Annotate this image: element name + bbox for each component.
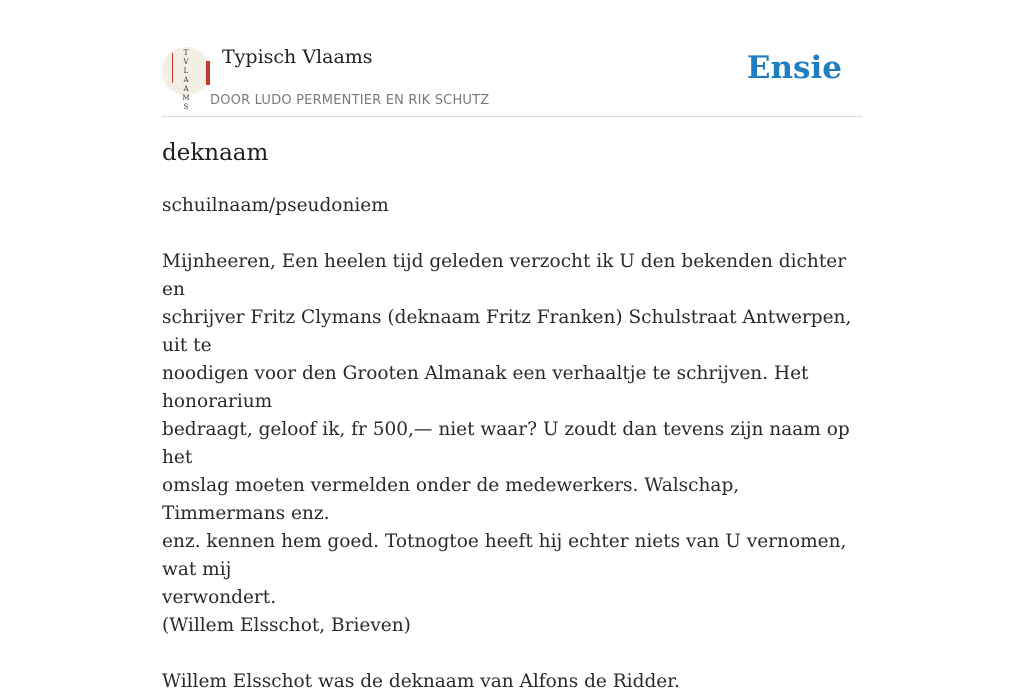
paragraph-gap: [162, 640, 862, 668]
entry-definition: schuilnaam/pseudoniem: [162, 195, 389, 216]
logo-rule: [172, 53, 173, 83]
logo-lettering: T V L A A M S: [182, 49, 190, 111]
site-title[interactable]: Typisch Vlaams: [222, 46, 373, 68]
entry-headword: deknaam: [162, 140, 269, 166]
entry-quote-source: (Willem Elsschot, Brieven): [162, 615, 411, 636]
byline: DOOR LUDO PERMENTIER EN RIK SCHUTZ: [210, 93, 490, 108]
ensie-brand-link[interactable]: Ensie: [746, 50, 842, 86]
entry-content: [162, 192, 862, 696]
entry-quote: Mijnheeren, Een heelen tijd geleden verzocht ik U den bekenden dichter en schrijver Fritz Clymans (deknaam Fritz Franken) Schulstraat Antwerpen, uit te noodigen voor den Grooten Almanak een verhaaltje te schrijven. Het honorarium bedraagt, geloof ik, fr 500,— niet waar? U zoudt dan tevens zijn naam op het omslag moeten vermelden onder de medewerkers. Walschap, Timmermans enz. enz. kennen hem goed. Totnogtoe heeft hij echter niets van U vernomen, wat mij verwondert.: [162, 251, 852, 608]
paragraph-gap: [162, 220, 862, 248]
site-header: [162, 0, 862, 117]
typisch-vlaams-logo[interactable]: [162, 47, 210, 111]
logo-accent: [206, 61, 210, 85]
entry-note: Willem Elsschot was de deknaam van Alfons de Ridder.: [162, 671, 680, 692]
